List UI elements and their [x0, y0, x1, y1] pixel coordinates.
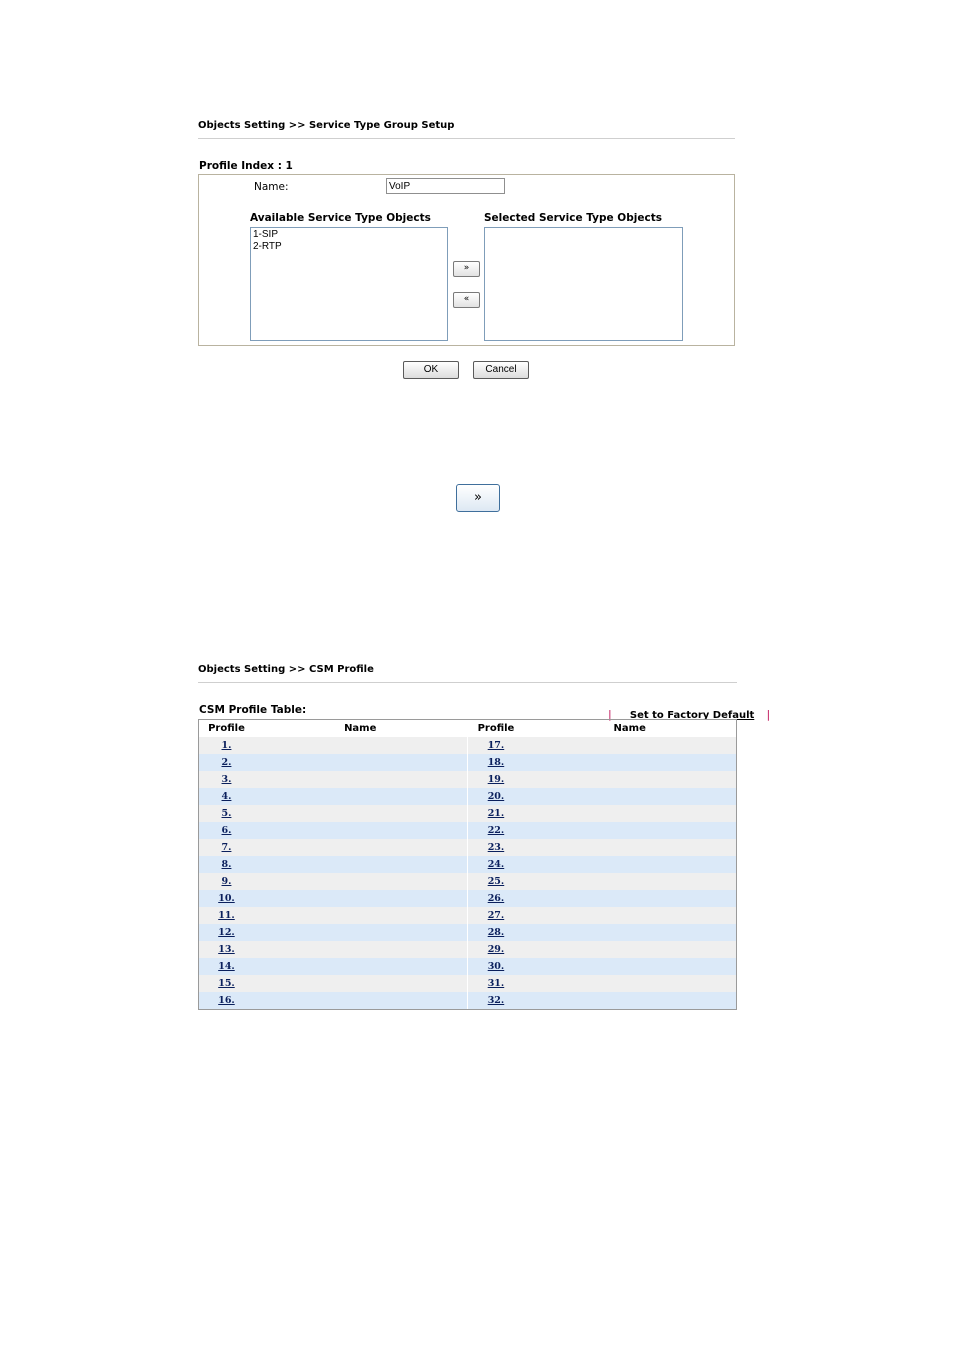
profile-cell — [199, 975, 254, 992]
table-row — [199, 839, 736, 856]
profile-name-cell — [254, 754, 467, 771]
profile-cell — [468, 992, 523, 1009]
profile-cell — [468, 873, 523, 890]
profile-name-cell — [523, 822, 736, 839]
table-row — [199, 737, 736, 754]
profile-name-cell — [523, 754, 736, 771]
profile-link[interactable]: 28. — [487, 927, 505, 938]
profile-link[interactable]: 3. — [221, 774, 232, 785]
profile-link[interactable]: 18. — [487, 757, 505, 768]
profile-cell — [199, 805, 254, 822]
profile-name-cell — [523, 907, 736, 924]
profile-cell — [468, 924, 523, 941]
profile-link[interactable]: 19. — [487, 774, 505, 785]
table-row — [199, 975, 736, 992]
table-row — [199, 822, 736, 839]
profile-cell — [199, 958, 254, 975]
profile-link[interactable]: 16. — [218, 995, 235, 1006]
table-row — [199, 941, 736, 958]
profile-name-cell — [254, 771, 467, 788]
profile-cell — [199, 788, 254, 805]
set-factory-default-link[interactable]: Set to Factory Default — [629, 710, 755, 721]
profile-index-label: Profile Index : 1 — [199, 160, 293, 172]
column-header-profile: Profile — [477, 723, 515, 734]
profile-cell — [199, 907, 254, 924]
profile-cell — [199, 941, 254, 958]
ok-button[interactable]: OK — [403, 361, 459, 379]
profile-name-cell — [254, 992, 467, 1009]
profile-link[interactable]: 26. — [487, 893, 505, 904]
profile-link[interactable]: 13. — [218, 944, 235, 955]
profile-cell — [199, 839, 254, 856]
table-row — [199, 992, 736, 1009]
profile-cell — [199, 856, 254, 873]
profile-name-cell — [523, 873, 736, 890]
profile-link[interactable]: 20. — [487, 791, 505, 802]
profile-name-cell — [254, 839, 467, 856]
profile-link[interactable]: 32. — [487, 995, 505, 1006]
profile-name-cell — [523, 992, 736, 1009]
csm-profile-table-frame — [198, 719, 737, 1010]
profile-link[interactable]: 27. — [487, 910, 505, 921]
profile-cell — [468, 958, 523, 975]
divider — [198, 138, 735, 139]
profile-link[interactable]: 6. — [221, 825, 232, 836]
profile-name-cell — [254, 737, 467, 754]
column-header-profile: Profile — [208, 723, 245, 734]
selected-objects-label: Selected Service Type Objects — [484, 212, 662, 224]
profile-name-cell — [523, 890, 736, 907]
profile-link[interactable]: 17. — [487, 740, 505, 751]
profile-cell — [468, 975, 523, 992]
profile-link[interactable]: 30. — [487, 961, 505, 972]
profile-cell — [468, 941, 523, 958]
available-object-item[interactable]: 2-RTP — [253, 241, 282, 252]
csm-table-title: CSM Profile Table: — [199, 704, 307, 716]
profile-cell — [468, 737, 523, 754]
profile-cell — [468, 839, 523, 856]
profile-link[interactable]: 12. — [218, 927, 235, 938]
profile-name-cell — [523, 737, 736, 754]
name-input[interactable] — [386, 178, 505, 194]
profile-name-cell — [254, 958, 467, 975]
column-header-name: Name — [344, 723, 377, 734]
add-object-button[interactable]: » — [453, 261, 480, 277]
selected-objects-list[interactable] — [484, 227, 683, 341]
profile-cell — [468, 754, 523, 771]
csm-profile-table — [199, 720, 736, 1009]
profile-name-cell — [254, 856, 467, 873]
profile-name-cell — [254, 890, 467, 907]
profile-link[interactable]: 23. — [487, 842, 505, 853]
profile-cell — [199, 873, 254, 890]
profile-cell — [199, 771, 254, 788]
table-row — [199, 805, 736, 822]
profile-name-cell — [523, 975, 736, 992]
profile-name-cell — [254, 788, 467, 805]
profile-link[interactable]: 10. — [218, 893, 235, 904]
table-row — [199, 771, 736, 788]
profile-name-cell — [523, 958, 736, 975]
profile-cell — [199, 992, 254, 1009]
profile-name-cell — [523, 924, 736, 941]
table-row — [199, 788, 736, 805]
name-label: Name: — [254, 181, 289, 193]
profile-link[interactable]: 11. — [218, 910, 235, 921]
separator: | — [608, 708, 612, 721]
table-row — [199, 856, 736, 873]
profile-name-cell — [254, 805, 467, 822]
column-header-name: Name — [613, 723, 646, 734]
profile-name-cell — [523, 771, 736, 788]
profile-name-cell — [254, 873, 467, 890]
profile-name-cell — [254, 924, 467, 941]
separator: | — [766, 708, 771, 721]
profile-link[interactable]: 24. — [487, 859, 505, 870]
profile-cell — [199, 924, 254, 941]
profile-link[interactable]: 5. — [221, 808, 232, 819]
divider — [198, 682, 737, 683]
profile-cell — [468, 907, 523, 924]
profile-cell — [199, 890, 254, 907]
profile-name-cell — [254, 822, 467, 839]
profile-cell — [468, 856, 523, 873]
profile-name-cell — [254, 941, 467, 958]
profile-cell — [199, 822, 254, 839]
profile-link[interactable]: 29. — [487, 944, 505, 955]
available-objects-label: Available Service Type Objects — [250, 212, 431, 224]
profile-name-cell — [254, 975, 467, 992]
profile-link[interactable]: 21. — [487, 808, 505, 819]
remove-object-button[interactable]: « — [453, 292, 480, 308]
cancel-button[interactable]: Cancel — [473, 361, 529, 379]
profile-link[interactable]: 9. — [221, 876, 232, 887]
profile-name-cell — [523, 941, 736, 958]
profile-link[interactable]: 31. — [487, 978, 505, 989]
profile-name-cell — [523, 839, 736, 856]
profile-link[interactable]: 22. — [487, 825, 505, 836]
profile-name-cell — [523, 788, 736, 805]
profile-link[interactable]: 1. — [221, 740, 232, 751]
table-header-row — [199, 720, 736, 737]
profile-cell — [468, 890, 523, 907]
profile-name-cell — [523, 805, 736, 822]
profile-link[interactable]: 2. — [221, 757, 232, 768]
table-row — [199, 907, 736, 924]
table-row — [199, 958, 736, 975]
table-row — [199, 754, 736, 771]
profile-cell — [199, 754, 254, 771]
profile-link[interactable]: 15. — [218, 978, 235, 989]
profile-name-cell — [254, 907, 467, 924]
profile-link[interactable]: 8. — [221, 859, 232, 870]
profile-name-cell — [523, 856, 736, 873]
available-objects-list[interactable] — [250, 227, 448, 341]
table-row — [199, 890, 736, 907]
table-row — [199, 924, 736, 941]
available-object-item[interactable]: 1-SIP — [253, 229, 279, 240]
table-row — [199, 873, 736, 890]
profile-link[interactable]: 7. — [221, 842, 232, 853]
profile-cell — [199, 737, 254, 754]
profile-cell — [468, 771, 523, 788]
profile-cell — [468, 788, 523, 805]
profile-link[interactable]: 25. — [487, 876, 505, 887]
profile-link[interactable]: 14. — [218, 961, 235, 972]
breadcrumb-group-setup: Objects Setting >> Service Type Group Setup — [198, 120, 455, 131]
add-arrow-button[interactable]: » — [456, 484, 500, 512]
profile-cell — [468, 805, 523, 822]
profile-link[interactable]: 4. — [221, 791, 232, 802]
breadcrumb-csm-profile: Objects Setting >> CSM Profile — [198, 664, 374, 675]
profile-cell — [468, 822, 523, 839]
